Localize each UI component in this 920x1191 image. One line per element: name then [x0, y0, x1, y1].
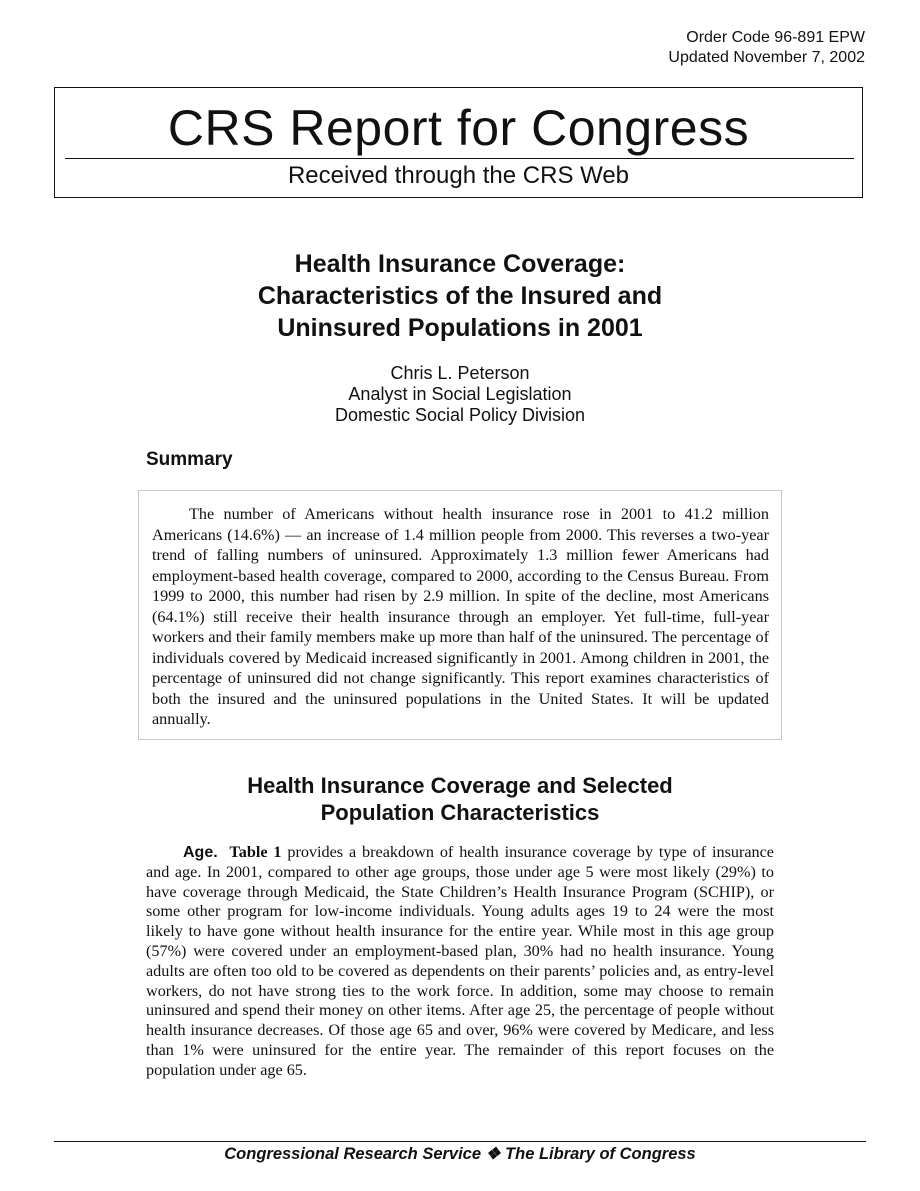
section-heading [0, 772, 920, 826]
paragraph-label: Age. [183, 844, 218, 861]
order-code-block [668, 28, 865, 68]
diamond-separator-icon: ❖ [485, 1145, 501, 1163]
footer-divider [54, 1141, 866, 1142]
order-code: Order Code 96-891 EPW [686, 29, 865, 46]
masthead-title: CRS Report for Congress [167, 100, 750, 156]
footer [0, 1144, 920, 1164]
age-paragraph [146, 843, 774, 1081]
author-name: Chris L. Peterson [390, 363, 530, 383]
footer-org: Congressional Research Service [224, 1145, 482, 1163]
summary-text: The number of Americans without health insurance rose in 2001 to 41.2 million Americans (14.6%) — an increase of 1.4 million people from 2000. This reverses a two-year trend of falling numbers of uninsured. Approximately 1.3 million fewer Americans had employment-based health coverage, compared to 2000, according to the Census Bureau. From 1999 to 2000, this number had risen by 2.9 million. In spite of the decline, most Americans (64.1%) still receive their health insurance through an employer. Yet full-time, full-year workers and their family members make up more than half of the uninsured. The percentage of individuals covered by Medicaid increased significantly in 2001. Among children in 2001, the percentage of uninsured did not change significantly. This report examines characteristics of both the insured and the uninsured populations in the United States. It will be updated annually. [152, 505, 769, 728]
footer-library: The Library of Congress [505, 1145, 696, 1163]
report-title-line: Health Insurance Coverage: [294, 250, 626, 278]
author-division: Domestic Social Policy Division [334, 405, 586, 425]
masthead-divider [65, 158, 854, 159]
masthead-subtitle: Received through the CRS Web [287, 162, 630, 189]
report-title [0, 248, 920, 344]
report-title-line: Characteristics of the Insured and [257, 282, 663, 310]
summary-box [138, 490, 782, 740]
updated-date: Updated November 7, 2002 [668, 49, 865, 66]
paragraph-text: provides a breakdown of health insurance coverage by type of insurance and age. In 2001, compared to other age groups, those under age 5 were most likely (29%) to have coverage through Medicaid, the State Children’s Health Insurance Program (SCHIP), or some other program for low-income individuals. Young adults ages 19 to 24 were the most likely to have gone without health insurance for the entire year. While most in this age group (57%) were covered under an employment-based plan, 30% had no health insurance. Young adults are often too old to be covered as dependents on their parents’ policies and, as entry-level workers, do not have strong ties to the work force. In addition, some may choose to remain uninsured and spend their money on other items. After age 25, the percentage of people without health insurance decreases. Of those age 65 and over, 96% were covered by Medicare, and less than 1% were uninsured for the entire year. The remainder of this report focuses on the population under age 65. [146, 843, 774, 1079]
report-title-line: Uninsured Populations in 2001 [277, 314, 643, 342]
author-block [0, 363, 920, 426]
masthead [54, 87, 863, 198]
author-title: Analyst in Social Legislation [348, 384, 572, 404]
table-reference: Table 1 [229, 843, 282, 861]
section-heading-line: Health Insurance Coverage and Selected [247, 773, 673, 798]
section-heading-line: Population Characteristics [320, 800, 600, 825]
summary-heading: Summary [146, 449, 233, 470]
